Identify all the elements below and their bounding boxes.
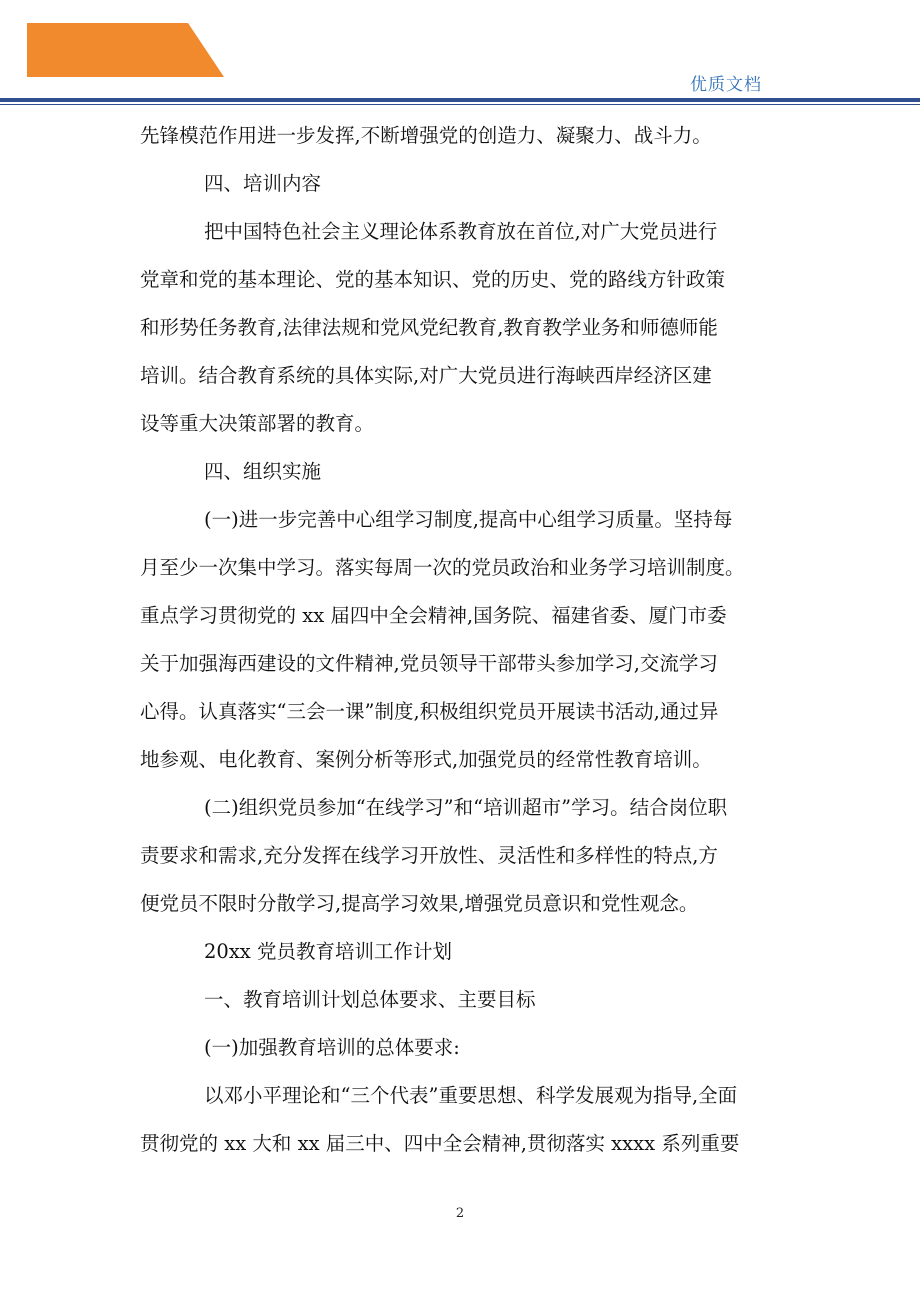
paragraph-line: 责要求和需求,充分发挥在线学习开放性、灵活性和多样性的特点,方 <box>140 844 718 867</box>
header-rule-thin <box>0 104 920 105</box>
page-number: 2 <box>455 1206 465 1221</box>
header-rule <box>0 98 920 102</box>
section-heading: 四、组织实施 <box>204 460 322 483</box>
paragraph-line: (一)进一步完善中心组学习制度,提高中心组学习质量。坚持每 <box>204 508 733 531</box>
paragraph-line: 关于加强海西建设的文件精神,党员领导干部带头参加学习,交流学习 <box>140 652 718 675</box>
header-accent-shape <box>0 0 230 82</box>
document-title: 20xx 党员教育培训工作计划 <box>204 940 453 963</box>
section-heading: 四、培训内容 <box>204 172 322 195</box>
paragraph-line: 党章和党的基本理论、党的基本知识、党的历史、党的路线方针政策 <box>140 268 726 291</box>
paragraph-line: 培训。结合教育系统的具体实际,对广大党员进行海峡西岸经济区建 <box>140 364 712 387</box>
paragraph-line: 设等重大决策部署的教育。 <box>140 412 375 435</box>
paragraph-line: 心得。认真落实“三会一课”制度,积极组织党员开展读书活动,通过异 <box>140 700 719 723</box>
paragraph-line: (二)组织党员参加“在线学习”和“培训超市”学习。结合岗位职 <box>204 796 728 819</box>
paragraph-line: 便党员不限时分散学习,提高学习效果,增强党员意识和党性观念。 <box>140 892 699 915</box>
paragraph-line: 和形势任务教育,法律法规和党风党纪教育,教育教学业务和师德师能 <box>140 316 718 339</box>
paragraph-line: 月至少一次集中学习。落实每周一次的党员政治和业务学习培训制度。 <box>140 556 745 579</box>
paragraph-line: 把中国特色社会主义理论体系教育放在首位,对广大党员进行 <box>204 220 718 243</box>
paragraph-line: 地参观、电化教育、案例分析等形式,加强党员的经常性教育培训。 <box>140 748 712 771</box>
orange-banner-shape <box>27 23 224 77</box>
subsection-heading: (一)加强教育培训的总体要求: <box>204 1036 460 1059</box>
paragraph-line: 重点学习贯彻党的 xx 届四中全会精神,国务院、福建省委、厦门市委 <box>140 604 727 627</box>
paragraph-line: 以邓小平理论和“三个代表”重要思想、科学发展观为指导,全面 <box>204 1084 738 1107</box>
document-body <box>140 112 800 1168</box>
paragraph-line: 先锋模范作用进一步发挥,不断增强党的创造力、凝聚力、战斗力。 <box>140 124 712 147</box>
header-label: 优质文档 <box>690 75 762 95</box>
paragraph-line: 贯彻党的 xx 大和 xx 届三中、四中全会精神,贯彻落实 xxxx 系列重要 <box>140 1132 740 1155</box>
section-heading: 一、教育培训计划总体要求、主要目标 <box>204 988 536 1011</box>
